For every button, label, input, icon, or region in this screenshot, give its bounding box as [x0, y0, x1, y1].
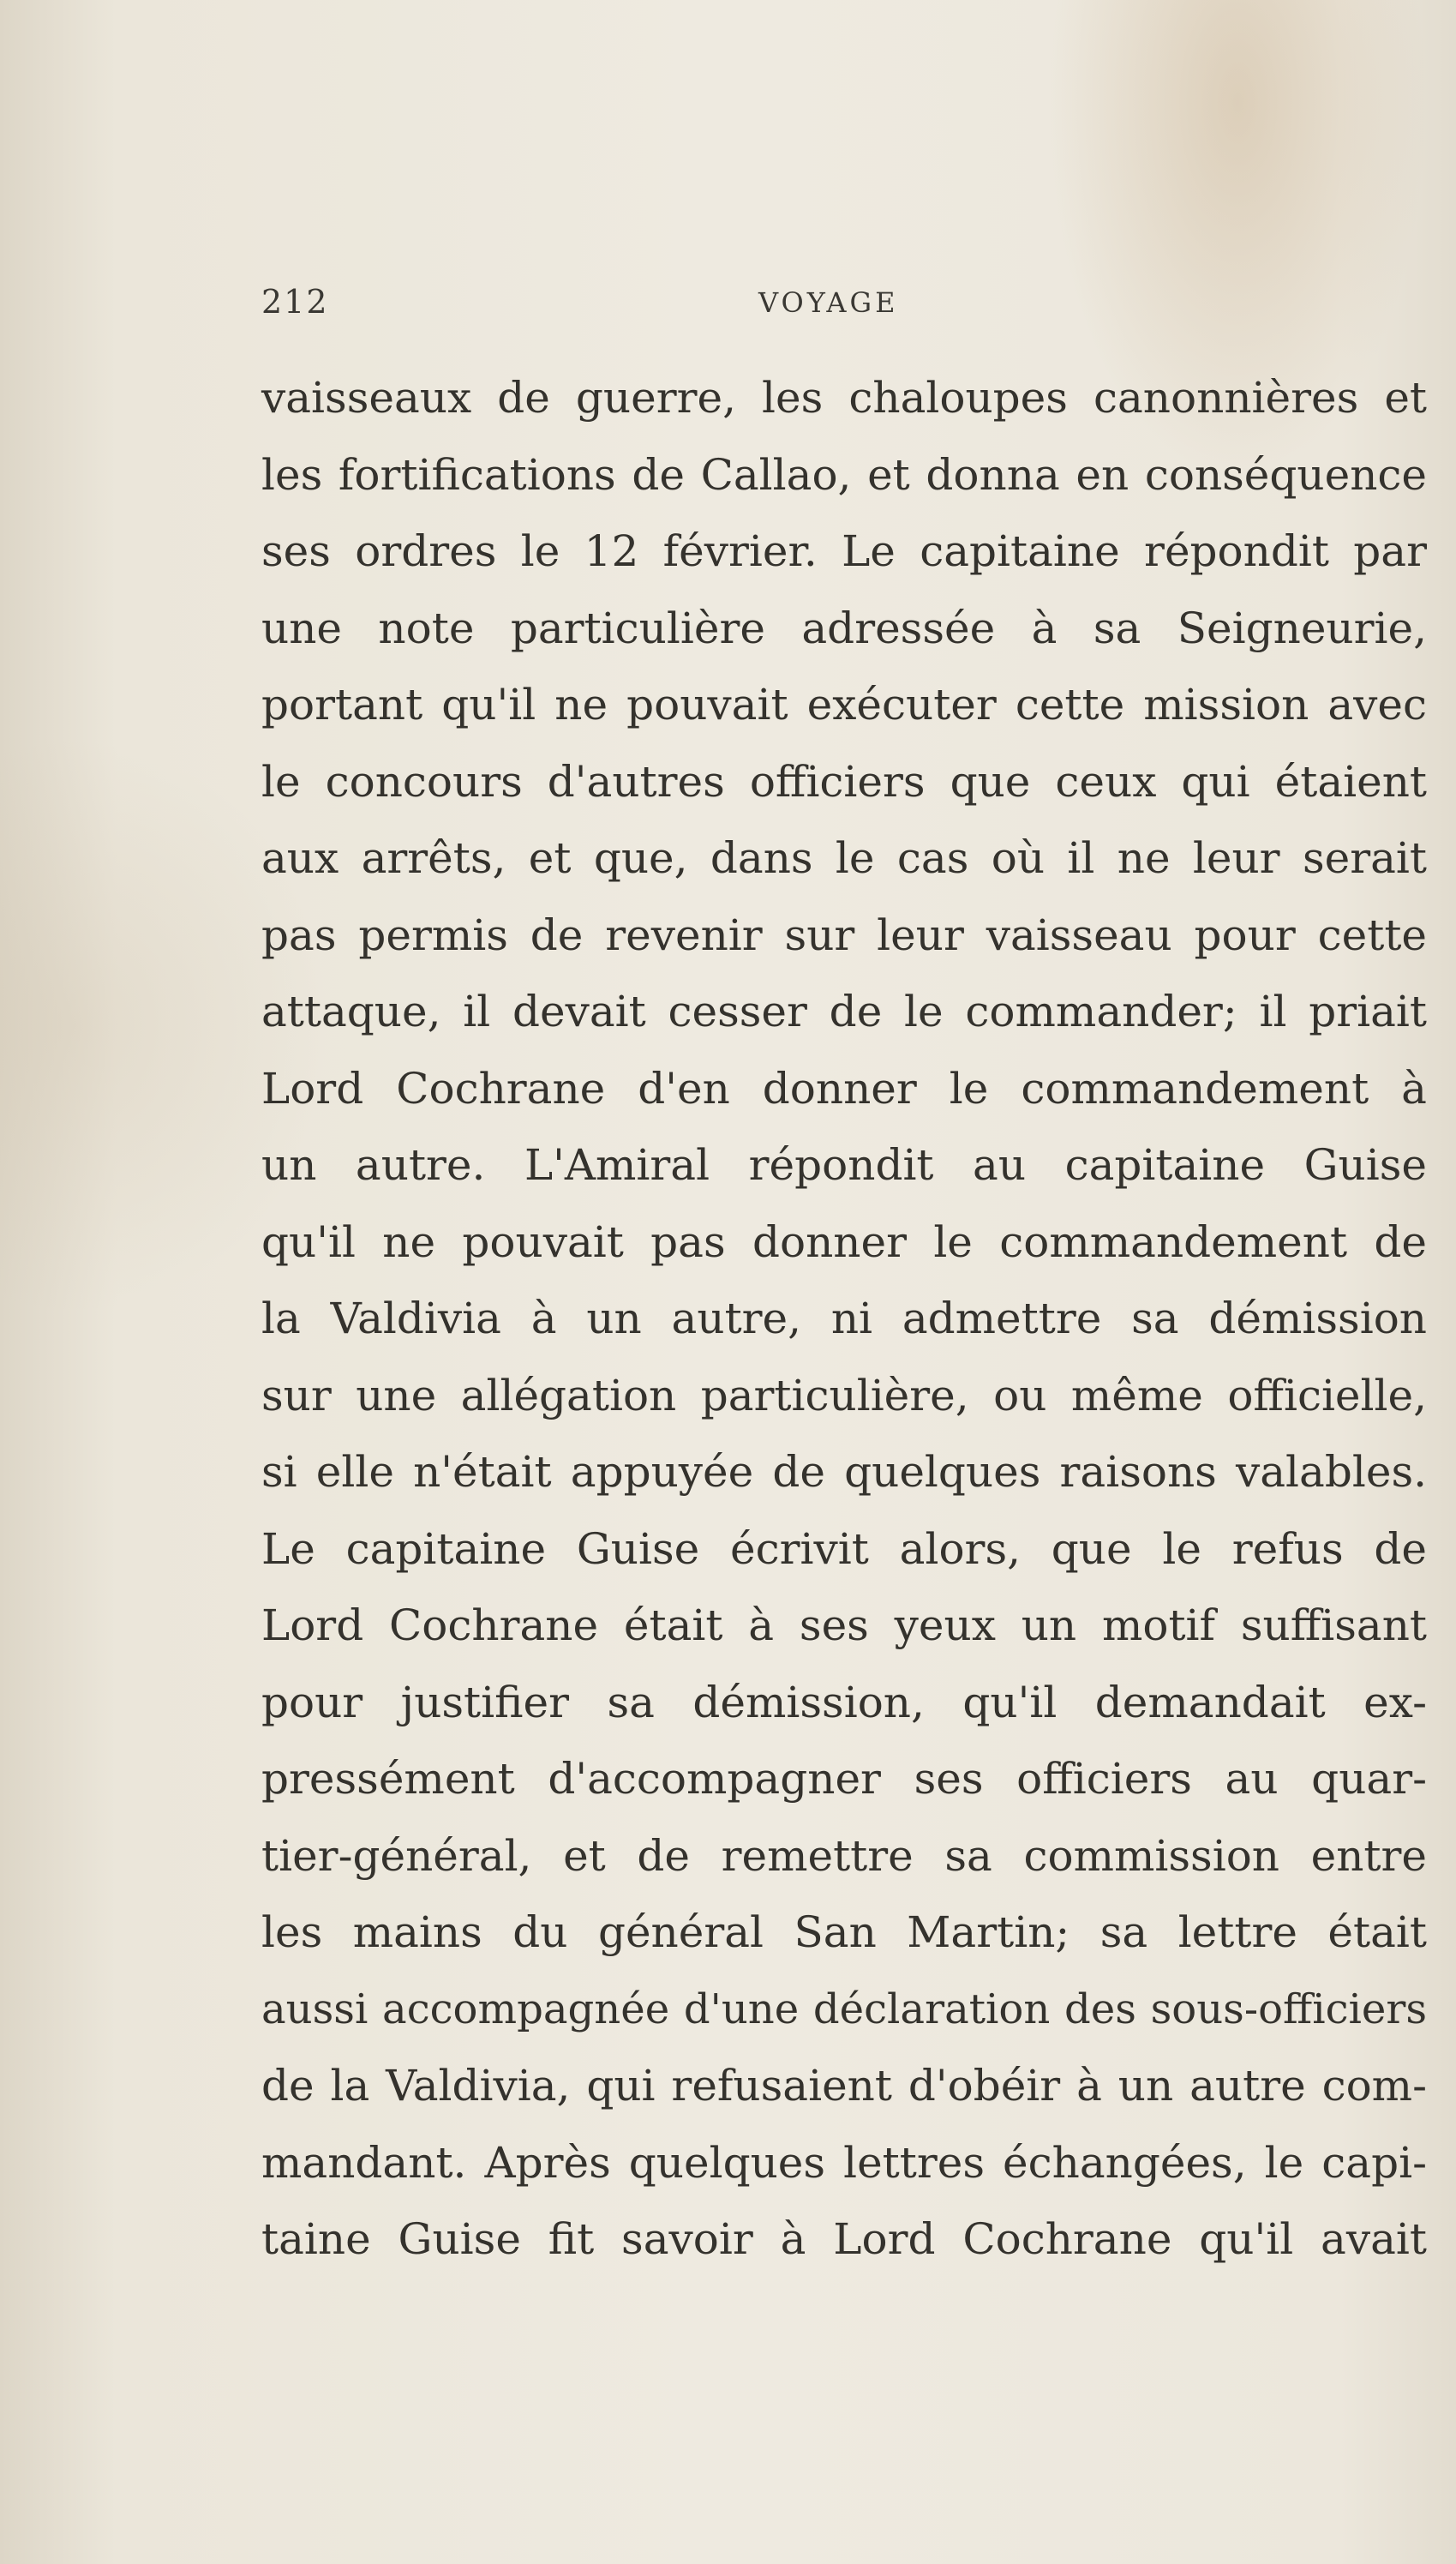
text-line: Lord Cochrane était à ses yeux un motif suffisant [261, 1600, 1427, 1650]
text-line: pour justifier sa démission, qu'il demandait ex- [261, 1677, 1427, 1727]
text-line: les mains du général San Martin; sa lettre était [261, 1907, 1427, 1957]
text-line: les fortifications de Callao, et donna en conséquence [261, 449, 1427, 500]
text-line: mandant. Après quelques lettres échangées, le capi- [261, 2137, 1427, 2188]
page-number: 212 [261, 283, 329, 321]
text-line: vaisseaux de guerre, les chaloupes canonnières et [261, 373, 1427, 423]
text-line: attaque, il devait cesser de le commander; il priait [261, 987, 1427, 1036]
text-line: taine Guise fit savoir à Lord Cochrane qu'il avait [261, 2214, 1427, 2264]
text-line: un autre. L'Amiral répondit au capitaine Guise [261, 1140, 1427, 1190]
text-line: la Valdivia à un autre, ni admettre sa démission [261, 1294, 1427, 1343]
text-line: le concours d'autres officiers que ceux qui étaient [261, 756, 1427, 807]
text-line: aussi accompagnée d'une déclaration des sous-officiers [261, 1985, 1427, 2033]
text-line: ses ordres le 12 février. Le capitaine répondit par [261, 526, 1427, 576]
page-header [261, 283, 1427, 334]
text-line: tier-général, et de remettre sa commission entre [261, 1830, 1427, 1881]
text-line: aux arrêts, et que, dans le cas où il ne leur serait [261, 833, 1427, 883]
text-line: pressément d'accompagner ses officiers au quar- [261, 1754, 1427, 1804]
text-line: de la Valdivia, qui refusaient d'obéir à un autre com- [261, 2061, 1427, 2111]
text-line: si elle n'était appuyée de quelques raisons valables. [261, 1447, 1427, 1497]
text-line: une note particulière adressée à sa Seigneurie, [261, 603, 1427, 653]
text-line: pas permis de revenir sur leur vaisseau pour cette [261, 910, 1427, 960]
text-line: Lord Cochrane d'en donner le commandement à [261, 1063, 1427, 1114]
text-line: Le capitaine Guise écrivit alors, que le refus de [261, 1523, 1427, 1574]
body-text [261, 360, 1427, 2279]
text-line: portant qu'il ne pouvait exécuter cette mission avec [261, 680, 1427, 730]
text-line: qu'il ne pouvait pas donner le commandement de [261, 1216, 1427, 1267]
running-title: VOYAGE [758, 286, 899, 319]
text-line: sur une allégation particulière, ou même officielle, [261, 1370, 1427, 1420]
